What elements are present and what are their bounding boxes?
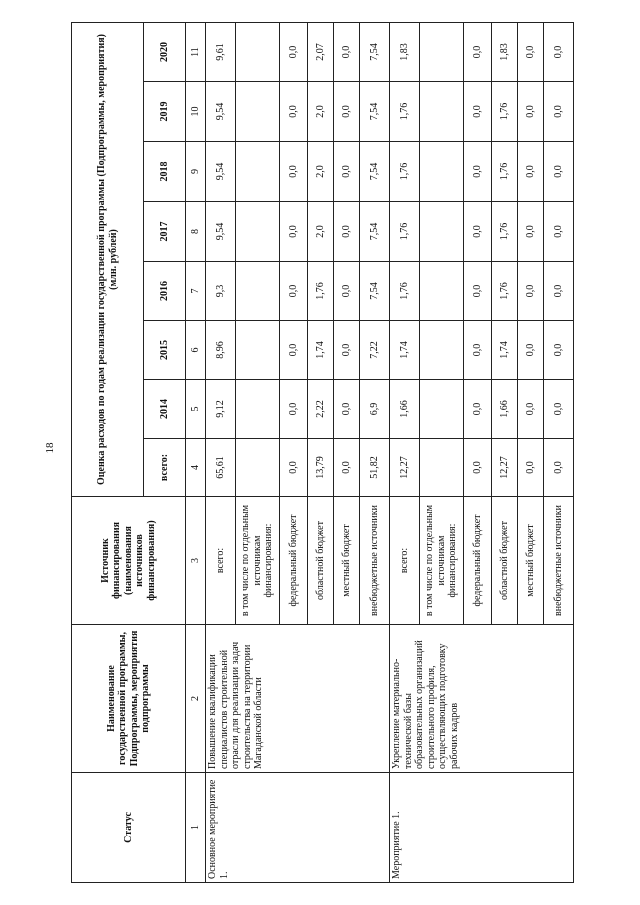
year-value-cell: 7,54 — [360, 202, 390, 262]
year-value-cell: 0,0 — [544, 321, 574, 380]
year-value-cell: 9,54 — [206, 142, 236, 202]
year-value-cell: 2,22 — [308, 380, 334, 439]
year-value-cell: 1,74 — [390, 321, 420, 380]
year-value-cell: 0,0 — [518, 262, 544, 321]
year-value-cell: 1,76 — [492, 142, 518, 202]
col-number: 10 — [186, 82, 206, 142]
year-value-cell — [236, 142, 280, 202]
total-value-cell: 12,27 — [492, 439, 518, 497]
page-number: 18 — [44, 442, 56, 454]
year-value-cell: 0,0 — [280, 82, 308, 142]
year-value-cell: 1,66 — [492, 380, 518, 439]
total-value-cell — [236, 439, 280, 497]
funding-source-cell: местный бюджет — [518, 497, 544, 625]
year-value-cell: 0,0 — [280, 321, 308, 380]
total-value-cell: 0,0 — [544, 439, 574, 497]
status-cell: Мероприятие 1. — [390, 773, 574, 883]
measure-name-cell: Укрепление материально-технической базы образовательных организаций строительного профиля, осуществляющих подготовку рабочих кадров — [390, 625, 574, 773]
year-value-cell: 0,0 — [518, 82, 544, 142]
funding-source-cell: в том числе по отдельным источникам финансирования: — [420, 497, 464, 625]
year-value-cell: 1,66 — [390, 380, 420, 439]
year-value-cell: 2,0 — [308, 202, 334, 262]
column-number-row — [186, 23, 206, 883]
year-value-cell: 0,0 — [334, 202, 360, 262]
col-number: 5 — [186, 380, 206, 439]
year-value-cell: 0,0 — [280, 202, 308, 262]
table-row — [206, 23, 236, 883]
year-value-cell: 2,0 — [308, 82, 334, 142]
year-value-cell — [236, 321, 280, 380]
year-value-cell: 7,54 — [360, 82, 390, 142]
header-year-2018: 2018 — [144, 142, 186, 202]
year-value-cell: 0,0 — [464, 82, 492, 142]
header-year-2015: 2015 — [144, 321, 186, 380]
year-value-cell: 7,22 — [360, 321, 390, 380]
year-value-cell: 1,76 — [492, 82, 518, 142]
year-value-cell — [420, 380, 464, 439]
status-cell: Основное мероприятие 1. — [206, 773, 390, 883]
header-year-2019: 2019 — [144, 82, 186, 142]
year-value-cell: 1,76 — [390, 202, 420, 262]
year-value-cell: 1,74 — [308, 321, 334, 380]
year-value-cell — [420, 321, 464, 380]
year-value-cell: 1,76 — [390, 82, 420, 142]
year-value-cell: 9,12 — [206, 380, 236, 439]
funding-source-cell: внебюджетные источники — [360, 497, 390, 625]
year-value-cell: 0,0 — [464, 202, 492, 262]
year-value-cell: 1,76 — [390, 262, 420, 321]
year-value-cell: 9,54 — [206, 202, 236, 262]
year-value-cell: 0,0 — [334, 82, 360, 142]
year-value-cell: 0,0 — [464, 262, 492, 321]
year-value-cell: 1,76 — [390, 142, 420, 202]
funding-source-cell: федеральный бюджет — [464, 497, 492, 625]
table-row — [390, 23, 420, 883]
year-value-cell: 9,3 — [206, 262, 236, 321]
year-value-cell: 0,0 — [280, 380, 308, 439]
year-value-cell: 0,0 — [334, 23, 360, 82]
col-number: 7 — [186, 262, 206, 321]
col-number: 11 — [186, 23, 206, 82]
total-value-cell: 51,82 — [360, 439, 390, 497]
year-value-cell: 2,0 — [308, 142, 334, 202]
year-value-cell: 0,0 — [464, 380, 492, 439]
year-value-cell — [420, 202, 464, 262]
year-value-cell — [236, 202, 280, 262]
funding-source-cell: всего: — [390, 497, 420, 625]
year-value-cell: 0,0 — [464, 142, 492, 202]
year-value-cell: 7,54 — [360, 142, 390, 202]
year-value-cell — [236, 380, 280, 439]
year-value-cell: 1,74 — [492, 321, 518, 380]
col-number: 3 — [186, 497, 206, 625]
total-value-cell: 0,0 — [518, 439, 544, 497]
funding-source-cell: областной бюджет — [492, 497, 518, 625]
year-value-cell: 0,0 — [544, 23, 574, 82]
total-value-cell — [420, 439, 464, 497]
year-value-cell — [420, 262, 464, 321]
funding-source-cell: федеральный бюджет — [280, 497, 308, 625]
header-source: Источник финансирования (наименования источников финансирования) — [72, 497, 186, 625]
year-value-cell: 7,54 — [360, 262, 390, 321]
year-value-cell: 0,0 — [334, 380, 360, 439]
header-year-2017: 2017 — [144, 202, 186, 262]
header-status: Статус — [72, 773, 186, 883]
header-estimate: Оценка расходов по годам реализации государственной программы (Подпрограммы, мероприятия) (млн. рублей) — [72, 23, 144, 497]
funding-source-cell: всего: — [206, 497, 236, 625]
year-value-cell: 0,0 — [544, 202, 574, 262]
year-value-cell: 9,61 — [206, 23, 236, 82]
header-total: всего: — [144, 439, 186, 497]
year-value-cell: 0,0 — [280, 262, 308, 321]
year-value-cell — [236, 23, 280, 82]
col-number: 8 — [186, 202, 206, 262]
total-value-cell: 0,0 — [334, 439, 360, 497]
year-value-cell: 0,0 — [518, 321, 544, 380]
total-value-cell: 12,27 — [390, 439, 420, 497]
col-number: 1 — [186, 773, 206, 883]
year-value-cell: 0,0 — [518, 23, 544, 82]
year-value-cell: 2,07 — [308, 23, 334, 82]
total-value-cell: 0,0 — [464, 439, 492, 497]
measure-name-cell: Повышение квалификации специалистов строительной отрасли для реализации задач строительства на территории Магаданской области — [206, 625, 390, 773]
year-value-cell: 0,0 — [518, 142, 544, 202]
header-year-2014: 2014 — [144, 380, 186, 439]
funding-source-cell: внебюджетные источники — [544, 497, 574, 625]
year-value-cell: 0,0 — [544, 142, 574, 202]
year-value-cell: 0,0 — [464, 321, 492, 380]
year-value-cell: 6,9 — [360, 380, 390, 439]
year-value-cell — [420, 142, 464, 202]
col-number: 4 — [186, 439, 206, 497]
header-name: Наименование государственной программы, Подпрограммы, мероприятия подпрограммы — [72, 625, 186, 773]
year-value-cell: 1,76 — [308, 262, 334, 321]
year-value-cell: 0,0 — [544, 262, 574, 321]
rotated-table-container — [71, 23, 564, 883]
expenditure-table — [71, 22, 574, 883]
table-body — [72, 23, 574, 883]
col-number: 6 — [186, 321, 206, 380]
year-value-cell: 9,54 — [206, 82, 236, 142]
funding-source-cell: в том числе по отдельным источникам финансирования: — [236, 497, 280, 625]
year-value-cell: 1,83 — [390, 23, 420, 82]
year-value-cell: 0,0 — [464, 23, 492, 82]
year-value-cell: 0,0 — [544, 82, 574, 142]
year-value-cell — [420, 82, 464, 142]
total-value-cell: 65,61 — [206, 439, 236, 497]
year-value-cell — [420, 23, 464, 82]
total-value-cell: 0,0 — [280, 439, 308, 497]
col-number: 2 — [186, 625, 206, 773]
header-year-2020: 2020 — [144, 23, 186, 82]
year-value-cell: 0,0 — [518, 202, 544, 262]
year-value-cell: 0,0 — [334, 262, 360, 321]
header-year-2016: 2016 — [144, 262, 186, 321]
year-value-cell — [236, 82, 280, 142]
year-value-cell: 7,54 — [360, 23, 390, 82]
year-value-cell: 0,0 — [518, 380, 544, 439]
year-value-cell: 0,0 — [334, 142, 360, 202]
year-value-cell: 0,0 — [544, 380, 574, 439]
year-value-cell: 0,0 — [334, 321, 360, 380]
year-value-cell: 0,0 — [280, 23, 308, 82]
year-value-cell: 1,83 — [492, 23, 518, 82]
funding-source-cell: местный бюджет — [334, 497, 360, 625]
col-number: 9 — [186, 142, 206, 202]
year-value-cell: 1,76 — [492, 202, 518, 262]
year-value-cell: 0,0 — [280, 142, 308, 202]
total-value-cell: 13,79 — [308, 439, 334, 497]
year-value-cell — [236, 262, 280, 321]
funding-source-cell: областной бюджет — [308, 497, 334, 625]
year-value-cell: 8,96 — [206, 321, 236, 380]
year-value-cell: 1,76 — [492, 262, 518, 321]
